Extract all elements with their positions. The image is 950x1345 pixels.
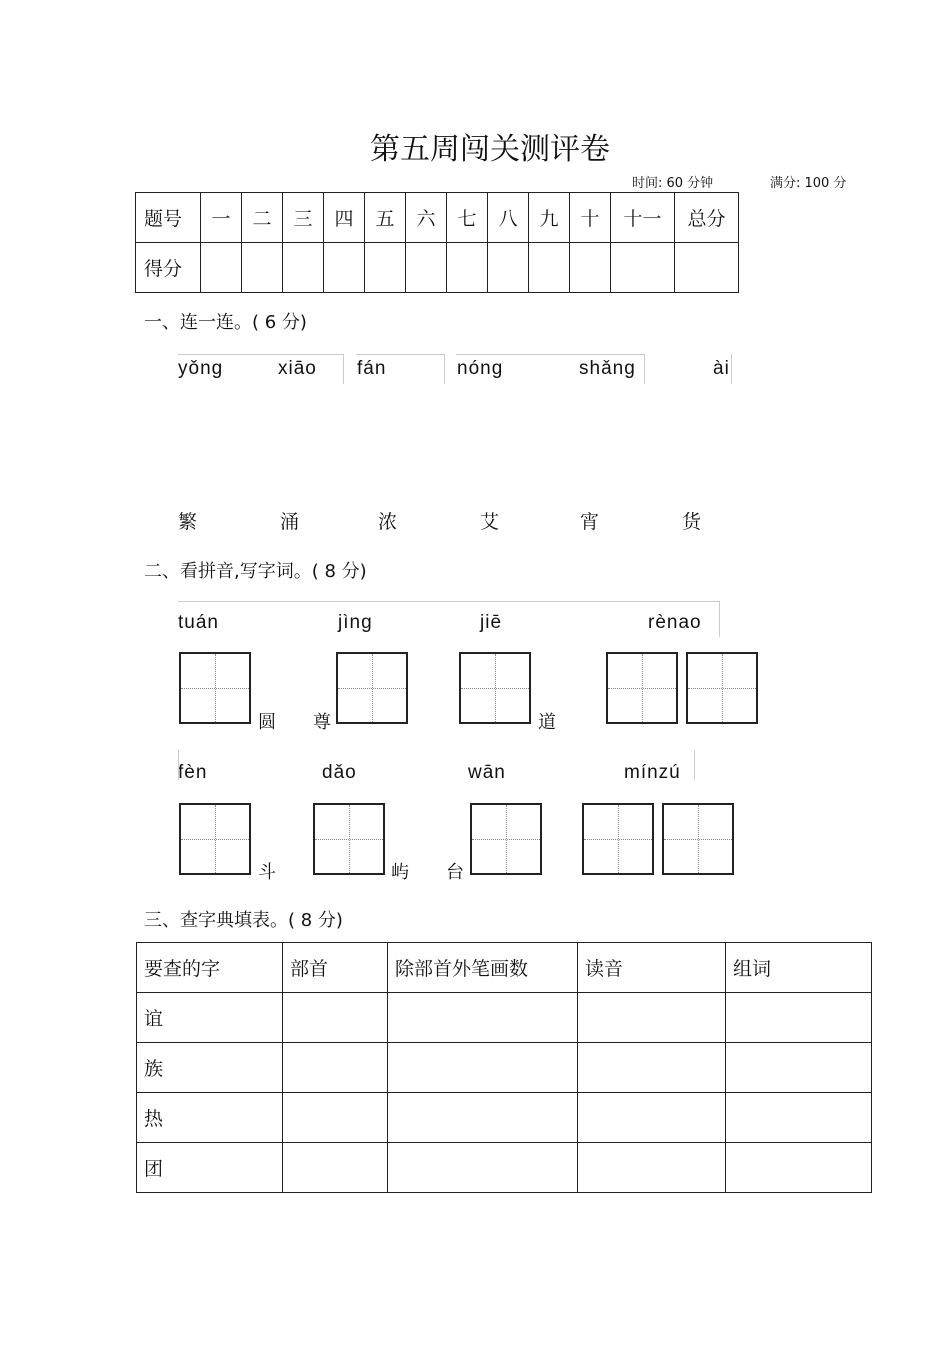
answer-cell[interactable] bbox=[578, 993, 726, 1043]
score-header-cell: 九 bbox=[529, 193, 570, 243]
writing-grid-box[interactable] bbox=[459, 652, 531, 724]
pinyin-prompt: mínzú bbox=[624, 762, 681, 783]
score-cell[interactable] bbox=[406, 243, 447, 293]
word-hint: 斗 bbox=[258, 862, 276, 883]
table-row bbox=[137, 1043, 872, 1093]
score-cell[interactable] bbox=[324, 243, 365, 293]
divider bbox=[644, 354, 645, 384]
time-limit: 时间: 60 分钟 bbox=[632, 176, 714, 191]
writing-grid-box[interactable] bbox=[582, 803, 654, 875]
pinyin-prompt: tuán bbox=[178, 612, 219, 633]
divider bbox=[694, 750, 695, 780]
score-cell[interactable] bbox=[242, 243, 283, 293]
match-char[interactable]: 艾 bbox=[480, 511, 500, 533]
divider bbox=[178, 354, 343, 355]
pinyin-item: yǒng bbox=[178, 358, 224, 379]
score-header-cell: 总分 bbox=[675, 193, 739, 243]
score-cell[interactable] bbox=[283, 243, 324, 293]
pinyin-prompt: dǎo bbox=[322, 762, 357, 783]
divider bbox=[444, 354, 445, 384]
score-cell[interactable] bbox=[570, 243, 611, 293]
score-header-cell: 四 bbox=[324, 193, 365, 243]
pinyin-prompt: rènao bbox=[648, 612, 702, 633]
score-cell[interactable] bbox=[529, 243, 570, 293]
section-2-heading: 二、看拼音,写字词。( 8 分) bbox=[144, 561, 367, 582]
score-header-cell: 三 bbox=[283, 193, 324, 243]
divider bbox=[356, 354, 444, 355]
full-score: 满分: 100 分 bbox=[770, 176, 847, 191]
writing-grid-box[interactable] bbox=[470, 803, 542, 875]
answer-cell[interactable] bbox=[726, 1043, 872, 1093]
section-3-heading: 三、查字典填表。( 8 分) bbox=[144, 910, 343, 931]
pinyin-prompt: wān bbox=[468, 762, 506, 783]
divider bbox=[719, 601, 720, 637]
answer-cell[interactable] bbox=[283, 1093, 388, 1143]
table-row bbox=[137, 993, 872, 1043]
divider bbox=[343, 354, 344, 384]
divider bbox=[731, 354, 732, 384]
match-char[interactable]: 涌 bbox=[280, 511, 300, 533]
score-cell[interactable] bbox=[201, 243, 242, 293]
pinyin-item: ài bbox=[713, 358, 730, 379]
answer-cell[interactable] bbox=[388, 1093, 578, 1143]
word-hint: 屿 bbox=[391, 862, 409, 883]
pinyin-item: shǎng bbox=[579, 358, 636, 379]
lookup-char: 热 bbox=[137, 1093, 283, 1143]
answer-cell[interactable] bbox=[726, 1143, 872, 1193]
lookup-char: 族 bbox=[137, 1043, 283, 1093]
answer-cell[interactable] bbox=[578, 1093, 726, 1143]
word-hint: 道 bbox=[538, 712, 556, 733]
column-header: 要查的字 bbox=[137, 943, 283, 993]
score-header-cell: 二 bbox=[242, 193, 283, 243]
pinyin-prompt: fèn bbox=[178, 762, 208, 783]
answer-cell[interactable] bbox=[578, 1143, 726, 1193]
pinyin-item: fán bbox=[357, 358, 387, 379]
score-header-cell: 五 bbox=[365, 193, 406, 243]
column-header: 组词 bbox=[726, 943, 872, 993]
score-header-cell: 七 bbox=[447, 193, 488, 243]
dictionary-table bbox=[136, 942, 872, 1193]
column-header: 读音 bbox=[578, 943, 726, 993]
answer-cell[interactable] bbox=[283, 1043, 388, 1093]
match-char[interactable]: 繁 bbox=[178, 511, 198, 533]
score-header-cell: 六 bbox=[406, 193, 447, 243]
score-cell[interactable] bbox=[488, 243, 529, 293]
writing-grid-box[interactable] bbox=[179, 803, 251, 875]
score-value-row bbox=[136, 243, 739, 293]
score-cell[interactable] bbox=[365, 243, 406, 293]
divider bbox=[178, 750, 179, 780]
word-hint: 尊 bbox=[313, 712, 331, 733]
divider bbox=[456, 354, 644, 355]
score-cell[interactable] bbox=[447, 243, 488, 293]
page-title: 第五周闯关测评卷 bbox=[370, 132, 610, 167]
writing-grid-box[interactable] bbox=[606, 652, 678, 724]
score-table bbox=[135, 192, 739, 293]
pinyin-item: xiāo bbox=[278, 358, 317, 379]
score-header-row bbox=[136, 193, 739, 243]
pinyin-prompt: jiē bbox=[480, 612, 503, 633]
answer-cell[interactable] bbox=[388, 993, 578, 1043]
lookup-char: 谊 bbox=[137, 993, 283, 1043]
table-header-row bbox=[137, 943, 872, 993]
lookup-char: 团 bbox=[137, 1143, 283, 1193]
divider bbox=[178, 601, 719, 602]
word-hint: 圆 bbox=[258, 712, 276, 733]
word-hint: 台 bbox=[446, 862, 464, 883]
writing-grid-box[interactable] bbox=[686, 652, 758, 724]
score-row-label: 得分 bbox=[136, 243, 201, 293]
pinyin-item: nóng bbox=[457, 358, 504, 379]
table-row bbox=[137, 1093, 872, 1143]
answer-cell[interactable] bbox=[726, 993, 872, 1043]
column-header: 除部首外笔画数 bbox=[388, 943, 578, 993]
writing-grid-box[interactable] bbox=[336, 652, 408, 724]
answer-cell[interactable] bbox=[726, 1093, 872, 1143]
pinyin-prompt: jìng bbox=[338, 612, 373, 633]
score-header-cell: 八 bbox=[488, 193, 529, 243]
match-char[interactable]: 宵 bbox=[580, 511, 600, 533]
writing-grid-box[interactable] bbox=[662, 803, 734, 875]
score-header-cell: 一 bbox=[201, 193, 242, 243]
section-1-heading: 一、连一连。( 6 分) bbox=[144, 312, 307, 333]
table-row bbox=[137, 1143, 872, 1193]
answer-cell[interactable] bbox=[283, 993, 388, 1043]
score-cell[interactable] bbox=[675, 243, 739, 293]
score-header-cell: 题号 bbox=[136, 193, 201, 243]
answer-cell[interactable] bbox=[283, 1143, 388, 1193]
column-header: 部首 bbox=[283, 943, 388, 993]
score-header-cell: 十一 bbox=[611, 193, 675, 243]
score-cell[interactable] bbox=[611, 243, 675, 293]
writing-grid-box[interactable] bbox=[179, 652, 251, 724]
score-header-cell: 十 bbox=[570, 193, 611, 243]
writing-grid-box[interactable] bbox=[313, 803, 385, 875]
match-char[interactable]: 浓 bbox=[378, 511, 398, 533]
answer-cell[interactable] bbox=[578, 1043, 726, 1093]
answer-cell[interactable] bbox=[388, 1143, 578, 1193]
match-char[interactable]: 货 bbox=[682, 511, 702, 533]
answer-cell[interactable] bbox=[388, 1043, 578, 1093]
